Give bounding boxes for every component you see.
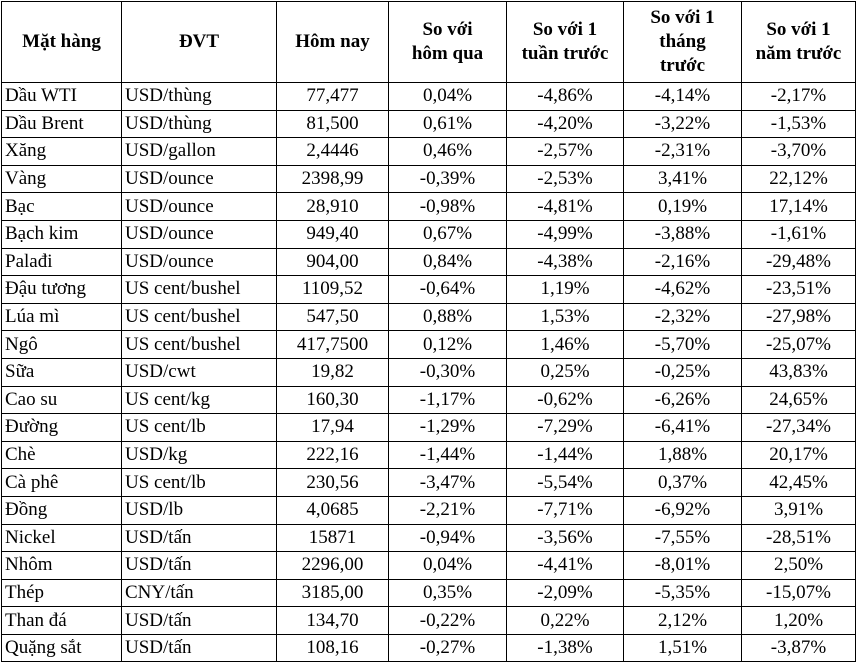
table-row (2, 634, 856, 662)
cell-vs-yesterday: -2,21% (389, 496, 507, 524)
cell-unit: USD/tấn (122, 552, 277, 580)
cell-today: 19,82 (277, 358, 389, 386)
cell-vs-yesterday: -1,44% (389, 441, 507, 469)
cell-commodity: Lúa mì (2, 303, 122, 331)
cell-vs-month: -2,31% (624, 138, 742, 166)
table-row (2, 303, 856, 331)
cell-vs-week: 0,25% (507, 358, 624, 386)
cell-vs-week: 1,53% (507, 303, 624, 331)
cell-unit: USD/tấn (122, 634, 277, 662)
cell-vs-year: 17,14% (742, 193, 856, 221)
cell-vs-month: -8,01% (624, 552, 742, 580)
cell-vs-month: -3,88% (624, 220, 742, 248)
cell-vs-week: -4,81% (507, 193, 624, 221)
table-body (2, 83, 856, 662)
cell-unit: US cent/lb (122, 469, 277, 497)
table-row (2, 248, 856, 276)
cell-today: 15871 (277, 524, 389, 552)
cell-vs-yesterday: -0,27% (389, 634, 507, 662)
table-row (2, 276, 856, 304)
header-so-voi-1-thang (624, 2, 742, 83)
cell-vs-year: 20,17% (742, 441, 856, 469)
header-so-voi-hom-qua (389, 2, 507, 83)
cell-vs-month: -6,26% (624, 386, 742, 414)
cell-vs-week: -4,41% (507, 552, 624, 580)
cell-commodity: Palađi (2, 248, 122, 276)
cell-vs-year: 24,65% (742, 386, 856, 414)
cell-today: 547,50 (277, 303, 389, 331)
cell-vs-yesterday: 0,46% (389, 138, 507, 166)
cell-vs-year: -1,53% (742, 110, 856, 138)
cell-unit: USD/gallon (122, 138, 277, 166)
cell-vs-week: -7,29% (507, 414, 624, 442)
cell-unit: USD/tấn (122, 607, 277, 635)
cell-vs-year: -25,07% (742, 331, 856, 359)
cell-commodity: Cà phê (2, 469, 122, 497)
cell-vs-yesterday: -0,22% (389, 607, 507, 635)
cell-commodity: Vàng (2, 165, 122, 193)
cell-unit: US cent/lb (122, 414, 277, 442)
table-row (2, 138, 856, 166)
table-row (2, 441, 856, 469)
cell-today: 904,00 (277, 248, 389, 276)
cell-vs-month: -5,35% (624, 579, 742, 607)
cell-vs-week: -1,44% (507, 441, 624, 469)
cell-commodity: Đậu tương (2, 276, 122, 304)
cell-vs-yesterday: -0,39% (389, 165, 507, 193)
cell-unit: US cent/kg (122, 386, 277, 414)
cell-vs-yesterday: 0,35% (389, 579, 507, 607)
cell-unit: USD/cwt (122, 358, 277, 386)
cell-vs-month: 3,41% (624, 165, 742, 193)
cell-vs-week: -0,62% (507, 386, 624, 414)
table-row (2, 331, 856, 359)
cell-today: 222,16 (277, 441, 389, 469)
cell-vs-week: 1,46% (507, 331, 624, 359)
cell-vs-year: -2,17% (742, 83, 856, 111)
cell-commodity: Chè (2, 441, 122, 469)
cell-vs-year: -3,70% (742, 138, 856, 166)
header-so-voi-1-tuan-text: So với 1 tuần trước (521, 19, 609, 64)
cell-today: 230,56 (277, 469, 389, 497)
cell-unit: USD/kg (122, 441, 277, 469)
cell-today: 3185,00 (277, 579, 389, 607)
cell-unit: US cent/bushel (122, 331, 277, 359)
cell-unit: USD/lb (122, 496, 277, 524)
header-so-voi-1-thang-text: So với 1 tháng trước (650, 7, 715, 76)
header-so-voi-1-nam-text: So với 1 năm trước (755, 19, 842, 64)
cell-vs-month: -6,41% (624, 414, 742, 442)
cell-unit: USD/ounce (122, 193, 277, 221)
cell-unit: USD/thùng (122, 83, 277, 111)
cell-vs-week: -5,54% (507, 469, 624, 497)
cell-commodity: Bạc (2, 193, 122, 221)
cell-vs-year: 2,50% (742, 552, 856, 580)
cell-unit: USD/ounce (122, 165, 277, 193)
cell-unit: USD/thùng (122, 110, 277, 138)
cell-commodity: Than đá (2, 607, 122, 635)
cell-today: 2,4446 (277, 138, 389, 166)
cell-today: 2398,99 (277, 165, 389, 193)
cell-commodity: Nickel (2, 524, 122, 552)
cell-today: 81,500 (277, 110, 389, 138)
table-row (2, 414, 856, 442)
cell-vs-week: -7,71% (507, 496, 624, 524)
cell-vs-yesterday: -3,47% (389, 469, 507, 497)
cell-vs-week: -4,20% (507, 110, 624, 138)
cell-commodity: Ngô (2, 331, 122, 359)
cell-today: 17,94 (277, 414, 389, 442)
cell-vs-week: -4,86% (507, 83, 624, 111)
cell-vs-month: 1,88% (624, 441, 742, 469)
table-row (2, 220, 856, 248)
cell-vs-month: -4,62% (624, 276, 742, 304)
cell-unit: USD/ounce (122, 248, 277, 276)
table-row (2, 83, 856, 111)
cell-vs-yesterday: 0,04% (389, 552, 507, 580)
cell-vs-yesterday: -1,17% (389, 386, 507, 414)
table-row (2, 386, 856, 414)
cell-vs-year: -29,48% (742, 248, 856, 276)
cell-vs-month: -6,92% (624, 496, 742, 524)
cell-vs-yesterday: 0,61% (389, 110, 507, 138)
cell-today: 4,0685 (277, 496, 389, 524)
cell-vs-week: -4,99% (507, 220, 624, 248)
cell-vs-yesterday: 0,12% (389, 331, 507, 359)
cell-vs-week: -4,38% (507, 248, 624, 276)
header-dvt: ĐVT (122, 2, 277, 83)
cell-today: 108,16 (277, 634, 389, 662)
cell-commodity: Quặng sắt (2, 634, 122, 662)
cell-vs-month: -3,22% (624, 110, 742, 138)
cell-vs-year: 22,12% (742, 165, 856, 193)
table-row (2, 579, 856, 607)
table-row (2, 358, 856, 386)
cell-today: 134,70 (277, 607, 389, 635)
header-mat-hang: Mặt hàng (2, 2, 122, 83)
header-hom-nay: Hôm nay (277, 2, 389, 83)
header-row (2, 2, 856, 83)
cell-commodity: Cao su (2, 386, 122, 414)
cell-vs-month: 2,12% (624, 607, 742, 635)
header-so-voi-1-tuan (507, 2, 624, 83)
table-row (2, 524, 856, 552)
cell-vs-month: -2,32% (624, 303, 742, 331)
table-row (2, 552, 856, 580)
table-row (2, 193, 856, 221)
cell-today: 2296,00 (277, 552, 389, 580)
cell-vs-month: -2,16% (624, 248, 742, 276)
cell-vs-month: -7,55% (624, 524, 742, 552)
cell-vs-yesterday: -0,94% (389, 524, 507, 552)
cell-vs-yesterday: -0,98% (389, 193, 507, 221)
cell-commodity: Bạch kim (2, 220, 122, 248)
cell-vs-year: -15,07% (742, 579, 856, 607)
commodity-price-table (1, 1, 856, 662)
cell-commodity: Đồng (2, 496, 122, 524)
table-row (2, 607, 856, 635)
cell-unit: CNY/tấn (122, 579, 277, 607)
cell-vs-year: -3,87% (742, 634, 856, 662)
cell-vs-yesterday: 0,88% (389, 303, 507, 331)
table-row (2, 496, 856, 524)
cell-vs-month: -4,14% (624, 83, 742, 111)
cell-commodity: Dầu Brent (2, 110, 122, 138)
cell-vs-week: -2,09% (507, 579, 624, 607)
table-header (2, 2, 856, 83)
cell-vs-year: -23,51% (742, 276, 856, 304)
cell-vs-yesterday: -0,30% (389, 358, 507, 386)
cell-vs-yesterday: 0,67% (389, 220, 507, 248)
cell-today: 417,7500 (277, 331, 389, 359)
cell-today: 160,30 (277, 386, 389, 414)
header-so-voi-1-nam (742, 2, 856, 83)
cell-commodity: Xăng (2, 138, 122, 166)
cell-vs-year: 43,83% (742, 358, 856, 386)
table-row (2, 110, 856, 138)
cell-today: 77,477 (277, 83, 389, 111)
cell-unit: USD/ounce (122, 220, 277, 248)
cell-vs-year: 42,45% (742, 469, 856, 497)
cell-vs-year: 1,20% (742, 607, 856, 635)
cell-today: 1109,52 (277, 276, 389, 304)
cell-commodity: Đường (2, 414, 122, 442)
cell-vs-year: -27,98% (742, 303, 856, 331)
cell-vs-month: 0,37% (624, 469, 742, 497)
cell-vs-year: -28,51% (742, 524, 856, 552)
cell-today: 28,910 (277, 193, 389, 221)
cell-commodity: Thép (2, 579, 122, 607)
cell-vs-year: 3,91% (742, 496, 856, 524)
cell-vs-week: 1,19% (507, 276, 624, 304)
cell-vs-yesterday: 0,04% (389, 83, 507, 111)
cell-vs-week: -1,38% (507, 634, 624, 662)
table-row (2, 469, 856, 497)
cell-vs-yesterday: -0,64% (389, 276, 507, 304)
cell-commodity: Nhôm (2, 552, 122, 580)
cell-vs-year: -1,61% (742, 220, 856, 248)
cell-vs-month: -0,25% (624, 358, 742, 386)
table-row (2, 165, 856, 193)
cell-commodity: Sữa (2, 358, 122, 386)
cell-commodity: Dầu WTI (2, 83, 122, 111)
cell-unit: US cent/bushel (122, 276, 277, 304)
cell-unit: US cent/bushel (122, 303, 277, 331)
cell-vs-week: 0,22% (507, 607, 624, 635)
cell-unit: USD/tấn (122, 524, 277, 552)
cell-today: 949,40 (277, 220, 389, 248)
cell-vs-month: -5,70% (624, 331, 742, 359)
cell-vs-week: -3,56% (507, 524, 624, 552)
cell-vs-week: -2,57% (507, 138, 624, 166)
cell-vs-week: -2,53% (507, 165, 624, 193)
cell-vs-yesterday: 0,84% (389, 248, 507, 276)
cell-vs-yesterday: -1,29% (389, 414, 507, 442)
cell-vs-month: 1,51% (624, 634, 742, 662)
cell-vs-month: 0,19% (624, 193, 742, 221)
header-so-voi-hom-qua-text: So với hôm qua (411, 19, 484, 64)
cell-vs-year: -27,34% (742, 414, 856, 442)
